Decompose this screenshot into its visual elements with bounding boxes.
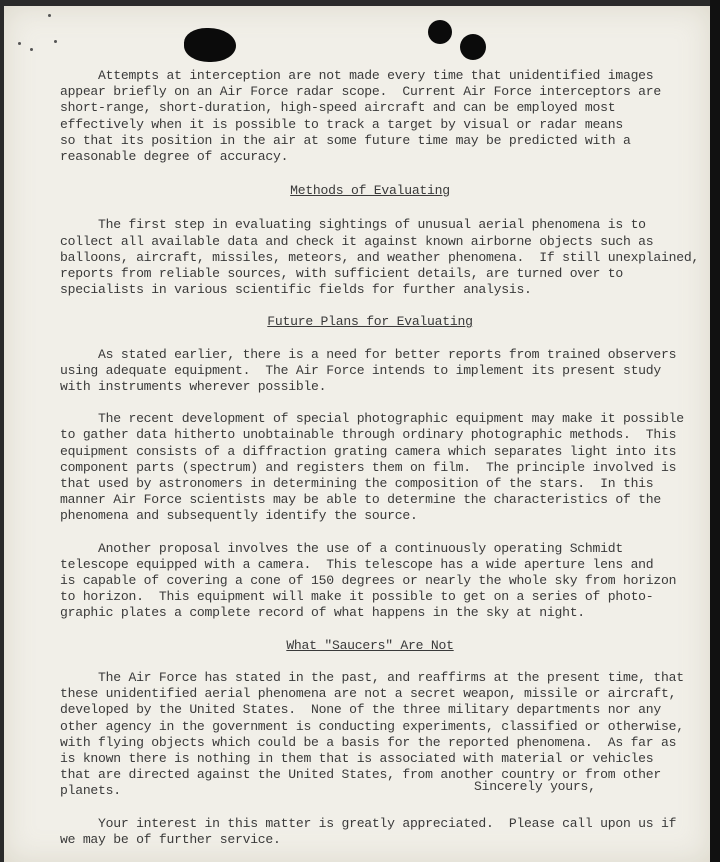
punch-hole-center bbox=[428, 20, 452, 44]
paragraph-interception bbox=[60, 68, 680, 165]
text-line: Another proposal involves the use of a continuously operating Schmidt bbox=[60, 540, 623, 556]
paragraph-better-reports bbox=[60, 347, 680, 396]
text-line: The Air Force has stated in the past, and reaffirms at the present time, that bbox=[60, 669, 684, 685]
punch-hole-right bbox=[460, 34, 486, 60]
text-line: telescope equipped with a camera. This telescope has a wide aperture lens and bbox=[60, 556, 654, 572]
text-line: manner Air Force scientists may be able to determine the characteristics of the bbox=[60, 492, 661, 508]
text-line: The first step in evaluating sightings of unusual aerial phenomena is to bbox=[60, 217, 646, 233]
text-line: that used by astronomers in determining the composition of the stars. In this bbox=[60, 476, 654, 492]
text-line: is capable of covering a cone of 150 degrees or nearly the whole sky from horizon bbox=[60, 573, 677, 589]
text-line: specialists in various scientific fields for further analysis. bbox=[60, 282, 532, 298]
text-line: appear briefly on an Air Force radar scope. Current Air Force interceptors are bbox=[60, 84, 661, 100]
paragraph-methods bbox=[60, 217, 700, 298]
text-line: effectively when it is possible to track a target by visual or radar means bbox=[60, 116, 623, 132]
text-line: collect all available data and check it against known airborne objects such as bbox=[60, 233, 654, 249]
text-line: short-range, short-duration, high-speed aircraft and can be employed most bbox=[60, 100, 616, 116]
text-line: these unidentified aerial phenomena are not a secret weapon, missile or aircraft, bbox=[60, 686, 677, 702]
text-line: to gather data hitherto unobtainable through ordinary photographic methods. This bbox=[60, 427, 677, 443]
text-line: planets. bbox=[60, 783, 121, 799]
text-line: graphic plates a complete record of what happens in the sky at night. bbox=[60, 605, 585, 621]
section-heading-saucers: What "Saucers" Are Not bbox=[286, 637, 454, 653]
speck bbox=[54, 40, 57, 43]
text-line: component parts (spectrum) and registers them on film. The principle involved is bbox=[60, 459, 677, 475]
text-line: to horizon. This equipment will make it possible to get on a series of photo- bbox=[60, 589, 654, 605]
text-line: phenomena and subsequently identify the source. bbox=[60, 508, 418, 524]
speck bbox=[18, 42, 21, 45]
text-line: other agency in the government is conducting experiments, classified or otherwise, bbox=[60, 718, 684, 734]
text-line: that are directed against the United States, from another country or from other bbox=[60, 767, 661, 783]
text-line: Your interest in this matter is greatly appreciated. Please call upon us if bbox=[60, 815, 677, 831]
text-line: using adequate equipment. The Air Force intends to implement its present study bbox=[60, 362, 661, 378]
text-line: The recent development of special photographic equipment may make it possible bbox=[60, 411, 684, 427]
letter-body bbox=[60, 68, 700, 848]
text-line: so that its position in the air at some future time may be predicted with a bbox=[60, 132, 631, 148]
text-line: balloons, aircraft, missiles, meteors, and weather phenomena. If still unexplained, bbox=[60, 249, 700, 265]
paragraph-photographic-equipment bbox=[60, 411, 684, 524]
text-line: we may be of further service. bbox=[60, 831, 281, 847]
closing-salutation: Sincerely yours, bbox=[474, 779, 596, 794]
text-line: developed by the United States. None of the three military departments nor any bbox=[60, 702, 661, 718]
text-line: is known there is nothing in them that is associated with material or vehicles bbox=[60, 750, 654, 766]
scan-edge bbox=[710, 0, 720, 862]
text-line: As stated earlier, there is a need for better reports from trained observers bbox=[60, 346, 677, 362]
text-line: reports from reliable sources, with sufficient details, are turned over to bbox=[60, 266, 623, 282]
speck bbox=[48, 14, 51, 17]
text-line: equipment consists of a diffraction grating camera which separates light into its bbox=[60, 443, 677, 459]
paragraph-closing-note bbox=[60, 816, 680, 848]
section-heading-methods: Methods of Evaluating bbox=[290, 183, 450, 199]
punch-hole-left bbox=[184, 28, 236, 62]
paragraph-schmidt-telescope bbox=[60, 541, 680, 622]
section-heading-future-plans: Future Plans for Evaluating bbox=[267, 314, 473, 330]
speck bbox=[30, 48, 33, 51]
text-line: Attempts at interception are not made every time that unidentified images bbox=[60, 68, 654, 83]
text-line: reasonable degree of accuracy. bbox=[60, 149, 289, 165]
text-line: with flying objects which could be a basis for the reported phenomena. As far as bbox=[60, 734, 677, 750]
text-line: with instruments wherever possible. bbox=[60, 379, 327, 395]
